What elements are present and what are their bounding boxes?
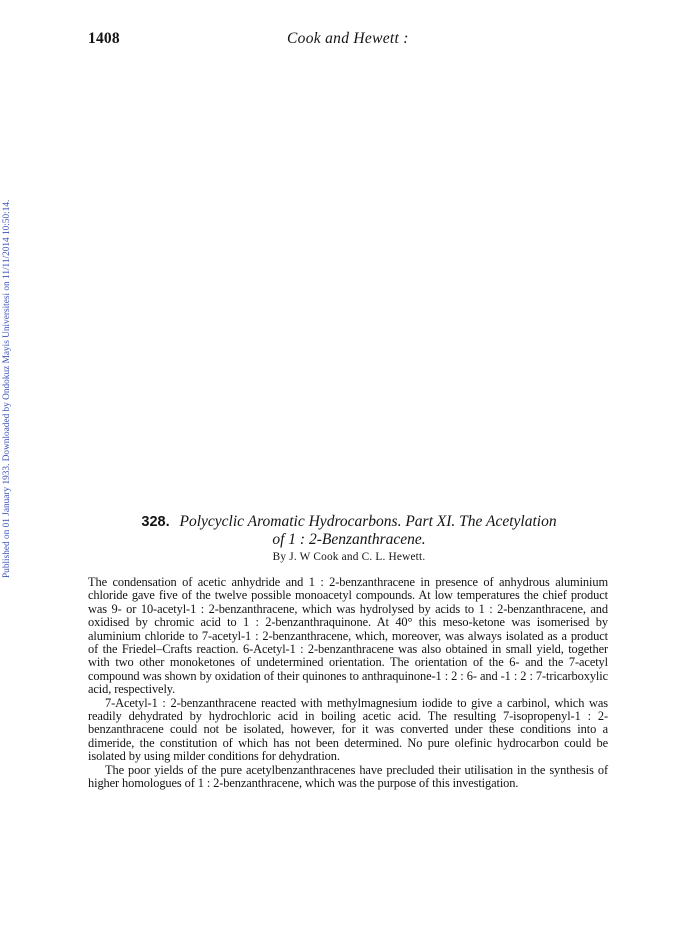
article-title-line-1 [84, 513, 614, 531]
article-number: 328. [141, 514, 170, 530]
abstract-paragraph-1: The condensation of acetic anhydride and 1 : 2-benzanthracene in presence of anhydrous aluminium chloride gave five of the twelve possible monoacetyl compounds. At low temperatures the chief product was 9- or 10-acetyl-1 : 2-benzanthracene, which was hydrolysed by acids to 1 : 2-benzanthracene, and oxidised by chromic acid to 1 : 2-benzanthraquinone. At 40° this meso-ketone was isomerised by aluminium chloride to 7-acetyl-1 : 2-benzanthracene, which, moreover, was always isolated as a product of the Friedel–Crafts reaction. 6-Acetyl-1 : 2-benzanthracene was also obtained in small yield, together with two other monoketones of undetermined orientation. The orientation of the 6- and the 7-acetyl compound was shown by oxidation of their quinones to anthraquinone-1 : 2 : 6- and -1 : 2 : 7-tricarboxylic acid, respectively. [88, 575, 608, 697]
running-head: Cook and Hewett : [287, 30, 409, 47]
download-notice[interactable]: Published on 01 January 1933. Downloaded by Ondokuz Mayis Universitesi on 11/11/2014 10:50:14. [2, 199, 12, 578]
abstract-paragraph-2: 7-Acetyl-1 : 2-benzanthracene reacted with methylmagnesium iodide to give a carbinol, which was readily dehydrated by hydrochloric acid in boiling acetic acid. The resulting 7-isopropenyl-1 : 2-benzanthracene could not be isolated, however, for it was converted under these conditions into a dimeride, the constitution of which has not been determined. No pure olefinic hydrocarbon could be isolated by using milder conditions for dehydration. [88, 695, 608, 764]
author-byline: By J. W Cook and C. L. Hewett. [272, 551, 426, 563]
abstract-paragraph-3: The poor yields of the pure acetylbenzanthracenes have precluded their utilisation in the synthesis of higher homologues of 1 : 2-benzanthracene, which was the purpose of this investigation. [88, 762, 608, 791]
abstract [88, 576, 608, 791]
article-title [84, 513, 614, 549]
article-title-line-2: of 1 : 2-Benzanthracene. [272, 531, 426, 548]
article-title-text: Polycyclic Aromatic Hydrocarbons. Part XI. The Acetylation [179, 513, 557, 530]
page-number: 1408 [88, 30, 120, 47]
